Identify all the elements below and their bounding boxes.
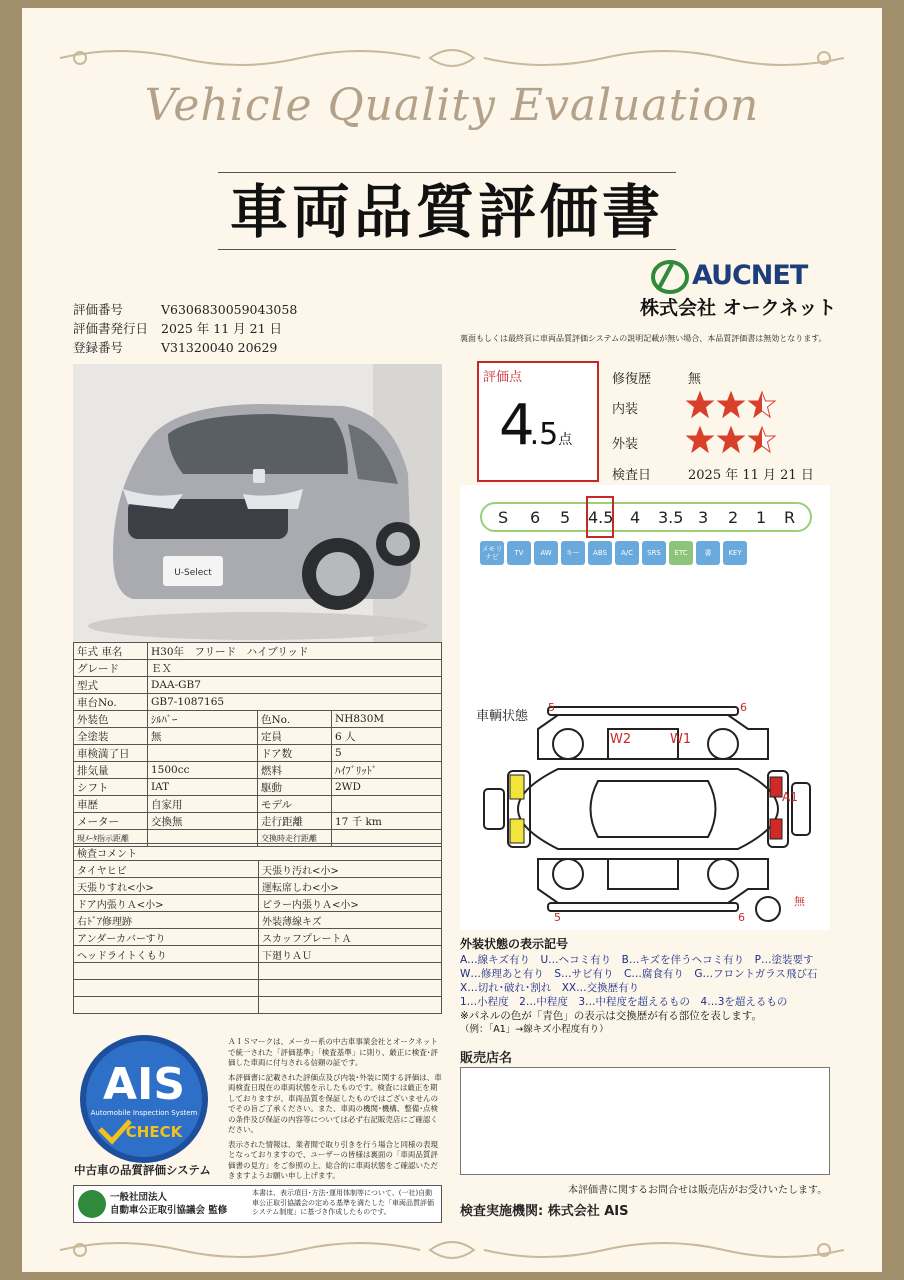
type-label: 型式 [74, 677, 148, 694]
inspect-date: 2025 年 11 月 21 日 [688, 468, 814, 483]
inspector: 検査実施機関: 株式会社 AIS [460, 1204, 629, 1219]
inquiry-note: 本評価書に関するお問合せは販売店がお受けいたします。 [568, 1185, 828, 1196]
chassis-label: 車台No. [74, 694, 148, 711]
score-label: 評価点 [483, 370, 523, 385]
drive: 2WD [332, 779, 442, 796]
interior-label: 内装 [612, 402, 639, 417]
comment-cell: 右ﾄﾞｱ修理跡 [74, 912, 259, 929]
company-name: 株式会社 オークネット [640, 297, 837, 319]
comment-cell: 下廻りＡＵ [259, 946, 442, 963]
year-model: H30年 フリード ハイブリッド [148, 643, 442, 660]
meter-label: メーター [74, 813, 148, 830]
ais-paragraph: 表示された情報は、業者間で取り引きを行う場合と同様の表現となっておりますので、ユーザーの皆様は裏面の「車両品質評価書の見方」をご参照の上、総合的に車両状態をご確認いただきますようお願い申し上げます。 [228, 1139, 438, 1180]
color: ｼﾙﾊﾞｰ [148, 711, 258, 728]
ais-caption: 中古車の品質評価システム [74, 1163, 211, 1177]
diagram-title: 車輌状態 [476, 709, 529, 724]
doors: 5 [332, 745, 442, 762]
legend-line: W…修理あと有り S…サビ有り C…腐食有り G…フロントガラス飛び石 [460, 968, 818, 980]
grade-label: グレード [74, 660, 148, 677]
script-title: Vehicle Quality Evaluation [144, 80, 760, 131]
inspection-label: 車検満了日 [74, 745, 148, 762]
legend-line: 1…小程度 2…中程度 3…中程度を超えるもの 4…3を超えるもの [460, 996, 788, 1008]
scale-highlight [586, 496, 614, 538]
year-model-label: 年式 車名 [74, 643, 148, 660]
ais-description [228, 1037, 442, 1186]
manual-icon: 書 [696, 541, 720, 565]
comment-cell: ピラー内張りＡ<小> [259, 895, 442, 912]
capacity: 6 人 [332, 728, 442, 745]
color-no-label: 色No. [258, 711, 332, 728]
mileage: 17 千 km [332, 813, 442, 830]
comment-cell: 天張りすれ<小> [74, 878, 259, 895]
scale-item: 3.5 [658, 508, 684, 527]
color-no: NH830M [332, 711, 442, 728]
inspect-date-label: 検査日 [612, 468, 652, 483]
legend-line: X…切れ･破れ･割れ XX…交換歴有り [460, 982, 640, 994]
comment-cell: ドア内張りＡ<小> [74, 895, 259, 912]
etc-icon: ETC [669, 541, 693, 565]
tv-icon: TV [507, 541, 531, 565]
shop-label: 販売店名 [460, 1051, 513, 1066]
issue-date: 2025 年 11 月 21 日 [161, 321, 282, 336]
plate-text: U-Select [174, 568, 212, 578]
doors-label: ドア数 [258, 745, 332, 762]
eval-number-label: 評価番号 [73, 302, 124, 317]
alloy-wheel-icon: AW [534, 541, 558, 565]
scale-item: 4.5 [588, 508, 614, 527]
smart-key-icon: KEY [723, 541, 747, 565]
validity-notice: 裏面もしくは最終頁に車両品質評価システムの説明記載が無い場合、本品質評価書は無効となります。 [460, 334, 827, 343]
vehicle-photo [73, 364, 442, 642]
vehicle-condition-diagram [478, 699, 818, 927]
equipment-icons [480, 541, 747, 565]
model-label: モデル [258, 796, 332, 813]
comment-cell: 外装薄線キズ [259, 912, 442, 929]
key-icon: キー [561, 541, 585, 565]
association-name [110, 1191, 227, 1217]
reg-number-label: 登録番号 [73, 340, 124, 355]
fuel-label: 燃料 [258, 762, 332, 779]
issue-date-label: 評価書発行日 [73, 321, 149, 336]
comment-cell: タイヤヒビ [74, 861, 259, 878]
scale-item: 3 [698, 508, 709, 527]
comment-cell [259, 997, 442, 1014]
history: 自家用 [148, 796, 258, 813]
reg-number: V31320040 20629 [161, 340, 278, 355]
star-icon [718, 392, 744, 417]
shop-box [460, 1067, 830, 1175]
association-text: 本書は、表示項目･方法･運用体制等について、(一社)自動車公正取引協議会の定める基準を満たした「車両品質評価システム制度」に基づき作成したものです。 [252, 1189, 434, 1216]
diagram-mark: 6 [740, 701, 747, 714]
score-value [499, 393, 572, 458]
comment-cell: 天張り汚れ<小> [259, 861, 442, 878]
type: DAA-GB7 [148, 677, 442, 694]
comments-header: 検査コメント [74, 844, 442, 861]
legend-line: A…線キズ有り U…ヘコミ有り B…キズを伴うヘコミ有り P…塗装要す [460, 954, 814, 966]
top-ornament [60, 40, 844, 76]
score-unit: 点 [558, 432, 573, 448]
bottom-ornament [60, 1232, 844, 1268]
aucnet-wordmark: AUCNET [692, 260, 808, 291]
aucnet-mark-icon [650, 260, 690, 294]
exterior-stars [686, 425, 778, 455]
ais-logo-sub: Automobile Inspection System [90, 1109, 198, 1117]
mileage-label: 走行距離 [258, 813, 332, 830]
comment-cell: スカッフプレートＡ [259, 929, 442, 946]
diagram-mark: 5 [554, 911, 561, 924]
diagram-mark: 6 [738, 911, 745, 924]
comment-cell [74, 997, 259, 1014]
star-icon [718, 427, 744, 452]
comment-cell: ヘッドライトくもり [74, 946, 259, 963]
comment-cell [74, 963, 259, 980]
fuel: ﾊｲﾌﾞﾘｯﾄﾞ [332, 762, 442, 779]
history-label: 車歴 [74, 796, 148, 813]
comment-cell [259, 980, 442, 997]
condition-panel [460, 485, 830, 930]
chassis: GB7-1087165 [148, 694, 442, 711]
scale-item: 1 [756, 508, 767, 527]
ais-paragraph: 本評価書に記載された評価点及び内装･外装に関する評価は、車両検査日現在の車両状態を示したものです。検査には厳正を期しておりますが、車両品質を保証したものではございませんのでその旨ご了承ください。また、車両の機関･機構、整備･点検の条件及び保証の内容等については必ず右記販売店にご確認ください。 [228, 1072, 442, 1134]
diagram-mark: A1 [782, 790, 798, 804]
shift-label: シフト [74, 779, 148, 796]
diagram-mark: W2 [610, 732, 632, 747]
grade-scale [480, 502, 812, 532]
legend-heading: 外装状態の表示記号 [460, 937, 569, 951]
association-name-line: 一般社団法人 [110, 1192, 168, 1203]
score-int: 4 [499, 393, 530, 458]
scale-item: 2 [728, 508, 739, 527]
inspection-comments [73, 843, 442, 1014]
diagram-mark: 無 [794, 895, 805, 908]
prev-meter-label: 現ﾒｰﾀ指示距離 [74, 830, 148, 847]
ais-logo-check: CHECK [125, 1123, 183, 1141]
comment-cell: 運転席しわ<小> [259, 878, 442, 895]
eval-number: V6306830059043058 [161, 302, 298, 317]
page-title: 車両品質評価書 [218, 172, 676, 250]
association-box [73, 1185, 442, 1223]
scale-item: 5 [560, 508, 571, 527]
exterior-label: 外装 [612, 437, 639, 452]
star-icon [687, 427, 713, 452]
comment-cell [259, 963, 442, 980]
inspection [148, 745, 258, 762]
airbag-icon: SRS [642, 541, 666, 565]
interior-stars [686, 390, 778, 420]
displacement-label: 排気量 [74, 762, 148, 779]
association-logo-icon [78, 1190, 106, 1218]
navi-icon: メモリナビ [480, 541, 504, 565]
score-dec: .5 [529, 417, 559, 452]
color-label: 外装色 [74, 711, 148, 728]
drive-label: 駆動 [258, 779, 332, 796]
vehicle-illustration [73, 364, 442, 642]
abs-icon: ABS [588, 541, 612, 565]
scale-item: 4 [630, 508, 641, 527]
aucnet-logo [640, 260, 848, 320]
comment-cell: アンダーカバーすり [74, 929, 259, 946]
repaint-label: 全塗装 [74, 728, 148, 745]
legend-example: （例：「A1」→線キズ小程度有り） [460, 1024, 609, 1035]
repair-label: 修復歴 [612, 372, 652, 387]
half-star-icon [749, 392, 775, 417]
grade: ＥＸ [148, 660, 442, 677]
comment-cell [74, 980, 259, 997]
star-icon [687, 392, 713, 417]
ais-logo-text: AIS [102, 1059, 186, 1110]
repair-value: 無 [688, 372, 702, 387]
displacement: 1500cc [148, 762, 258, 779]
scale-item: S [498, 508, 509, 527]
scale-item: R [784, 508, 796, 527]
exchange-label: 交換時走行距離 [258, 830, 332, 847]
spec-table [73, 642, 442, 847]
capacity-label: 定員 [258, 728, 332, 745]
legend-note: ※パネルの色が「青色」の表示は交換歴が有る部位を表します。 [460, 1010, 762, 1022]
meter: 交換無 [148, 813, 258, 830]
meta-block [73, 300, 297, 357]
shift: IAT [148, 779, 258, 796]
ais-logo [78, 1033, 210, 1165]
legend [460, 937, 840, 1037]
model [332, 796, 442, 813]
ac-icon: A/C [615, 541, 639, 565]
association-name-line: 自動車公正取引協議会 監修 [110, 1205, 228, 1216]
diagram-mark: 5 [548, 701, 555, 714]
scale-item: 6 [530, 508, 541, 527]
diagram-mark: W1 [670, 732, 692, 747]
score-box [477, 361, 599, 482]
half-star-icon [749, 427, 775, 452]
repaint: 無 [148, 728, 258, 745]
ais-paragraph: ＡＩＳマークは、メーカー系の中古車事業会社とオークネットで統一された「評価基準」「検査基準」に則り、厳正に検査･評価した車両に付与される信頼の証です。 [228, 1037, 438, 1067]
